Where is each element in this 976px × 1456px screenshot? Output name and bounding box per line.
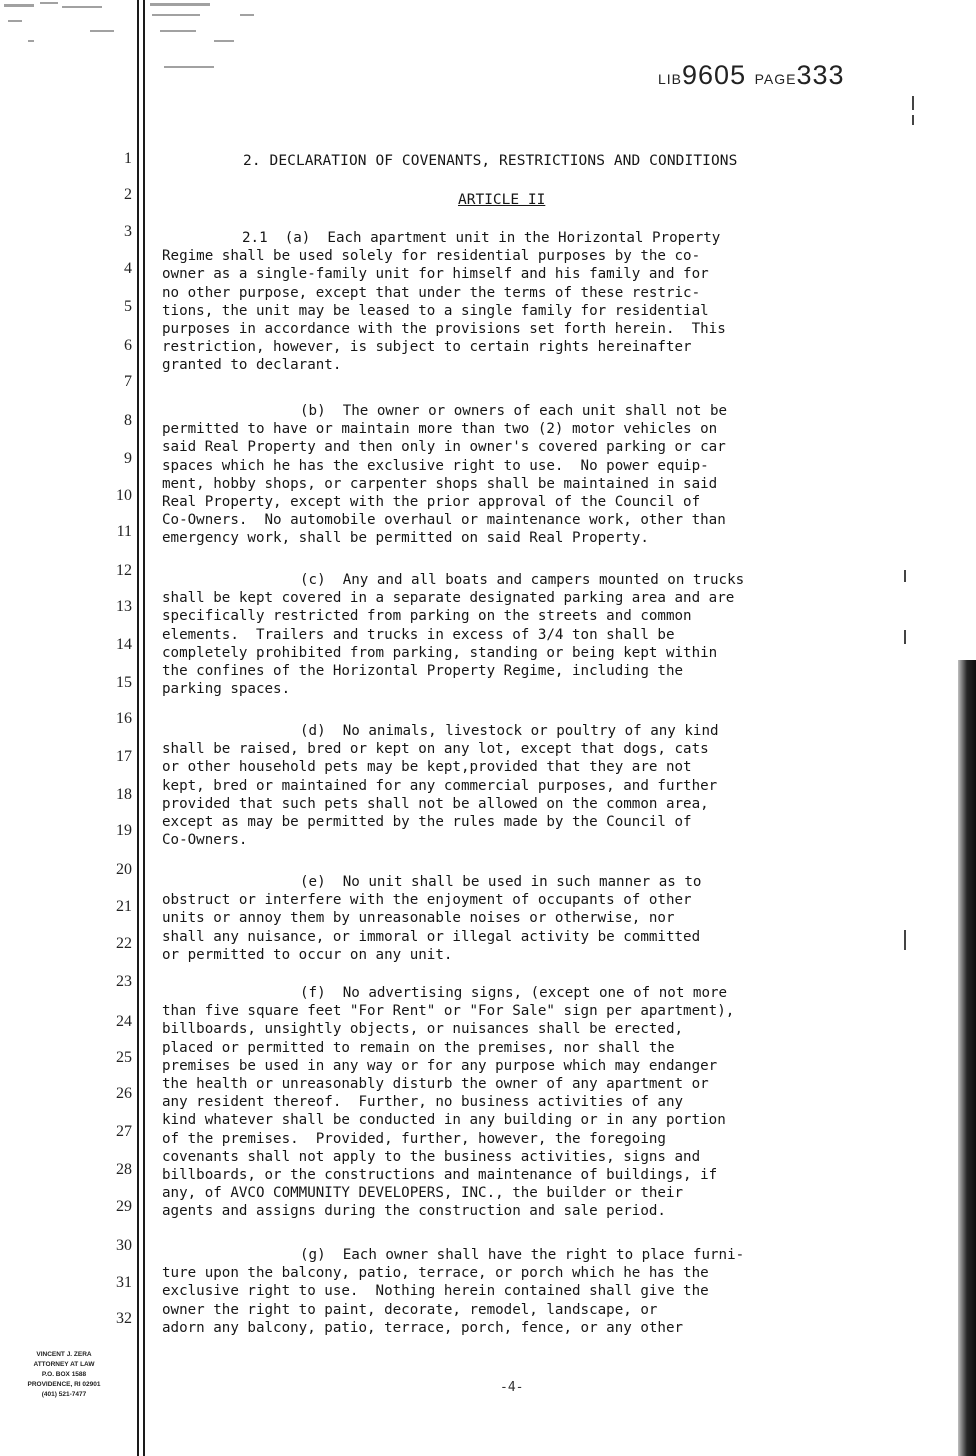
page-number: -4-: [500, 1380, 524, 1395]
line-number: 4: [124, 260, 132, 277]
line-number: 27: [116, 1123, 132, 1140]
paragraph-f: (f) No advertising signs, (except one of not more than five square feet "For Rent" or "For Sale" sign per apartment), billboards, unsightly objects, or nuisances shall be erected, placed or permitted to remain on the premises, nor shall the premises be used in any way or for any purpose which may endanger the health or unreasonably disturb the owner of any apartment or any resident thereof. Further, no business activities of any kind whatever shall be conducted in any building or in any portion of the premises. Provided, further, however, the foregoing covenants shall not apply to the business activities, signs and billboards, or the constructions and maintenance of buildings, if any, of AVCO COMMUNITY DEVELOPERS, INC., the builder or their agents and assigns during the construction and sale period.: [162, 985, 735, 1220]
document-title: 2. DECLARATION OF COVENANTS, RESTRICTIONS AND CONDITIONS: [243, 153, 738, 169]
line-number: 10: [116, 487, 132, 504]
line-number: 7: [124, 373, 132, 390]
stamp-book: 9605: [682, 60, 747, 90]
scan-mark: [912, 96, 914, 110]
paragraph-b: (b) The owner or owners of each unit shall not be permitted to have or maintain more than two (2) motor vehicles on said Real Property and then only in owner's covered parking or car spaces which he has the exclusive right to use. No power equip- ment, hobby shops, or carpenter shops shall be maintained in said Real Property, except with the prior approval of the Council of Co-Owners. No automobile overhaul or maintenance work, other than emergency work, shall be permitted on said Real Property.: [162, 403, 728, 547]
paragraph-g: (g) Each owner shall have the right to place furni- ture upon the balcony, patio, terrace, or porch which he has the exclusive right to use. Nothing herein contained shall give the owner the right to paint, decorate, remodel, landscape, or adorn any balcony, patio, terrace, porch, fence, or any other: [162, 1247, 745, 1336]
line-number: 25: [116, 1049, 132, 1066]
office-line: PROVIDENCE, RI 02901: [27, 1381, 101, 1388]
article-heading: ARTICLE II: [458, 192, 546, 208]
line-number: 28: [116, 1161, 132, 1178]
line-number: 21: [116, 898, 132, 915]
scan-mark: [904, 930, 906, 950]
paragraph-2-1-a: 2.1 (a) Each apartment unit in the Horizontal Property Regime shall be used solely for residential purposes by the co- owner as a single-family unit for himself and his family and for no other purpose, except that under the terms of these restric- tions, the unit may be leased to a single family for residential purposes in accordance with the provisions set forth herein. This restriction, however, is subject to certain rights hereinafter granted to declarant.: [162, 230, 726, 374]
margin-line-left: [137, 0, 139, 1456]
line-number: 5: [124, 298, 132, 315]
office-line: ATTORNEY AT LAW: [33, 1361, 95, 1368]
line-number: 23: [116, 973, 132, 990]
line-number: 31: [116, 1274, 132, 1291]
line-number: 29: [116, 1198, 132, 1215]
line-number: 22: [116, 935, 132, 952]
line-number: 8: [124, 412, 132, 429]
paragraph-e: (e) No unit shall be used in such manner as to obstruct or interfere with the enjoyment of occupants of other units or annoy them by unreasonable noises or otherwise, nor shall any nuisance, or immoral or illegal activity be committed or permitted to occur on any unit.: [162, 874, 702, 963]
line-number: 16: [116, 710, 132, 727]
line-number: 11: [116, 523, 132, 540]
line-number: 13: [116, 598, 132, 615]
line-number: 32: [116, 1310, 132, 1327]
stamp-page: 333: [796, 60, 845, 90]
scan-noise: [0, 0, 260, 80]
scan-mark: [904, 570, 906, 582]
office-line: (401) 521-7477: [41, 1391, 87, 1398]
line-number: 14: [116, 636, 132, 653]
line-number: 9: [124, 450, 132, 467]
line-number: 26: [116, 1085, 132, 1102]
line-number: 3: [124, 223, 132, 240]
line-number: 6: [124, 337, 132, 354]
stamp-prefix: LIB: [658, 71, 683, 87]
margin-line-right: [143, 0, 145, 1456]
office-line: VINCENT J. ZERA: [36, 1351, 92, 1358]
law-office-block: [6, 1350, 122, 1400]
line-number: 19: [116, 822, 132, 839]
line-number: 1: [124, 150, 132, 167]
book-page-stamp: [658, 60, 845, 91]
stamp-mid: PAGE: [754, 71, 797, 87]
scan-mark: [904, 630, 906, 644]
line-number: 20: [116, 861, 132, 878]
line-number: 24: [116, 1013, 132, 1030]
line-number: 18: [116, 786, 132, 803]
scan-mark: [912, 115, 914, 125]
paragraph-d: (d) No animals, livestock or poultry of any kind shall be raised, bred or kept on any lot, except that dogs, cats or other household pets may be kept,provided that they are not kept, bred or maintained for any commercial purposes, and further provided that such pets shall not be allowed on the common area, except as may be permitted by the rules made by the Council of Co-Owners.: [162, 723, 719, 849]
line-number: 30: [116, 1237, 132, 1254]
line-number: 15: [116, 674, 132, 691]
line-number: 17: [116, 748, 132, 765]
paragraph-c: (c) Any and all boats and campers mounted on trucks shall be kept covered in a separate designated parking area and are specifically restricted from parking on the streets and common elements. Trailers and trucks in excess of 3/4 ton shall be completely prohibited from parking, standing or being kept within the confines of the Horizontal Property Regime, including the parking spaces.: [162, 572, 745, 698]
line-number: 12: [116, 562, 132, 579]
office-line: P.O. BOX 1588: [41, 1371, 87, 1378]
scan-edge-shadow: [958, 660, 976, 1456]
line-number: 2: [124, 186, 132, 203]
